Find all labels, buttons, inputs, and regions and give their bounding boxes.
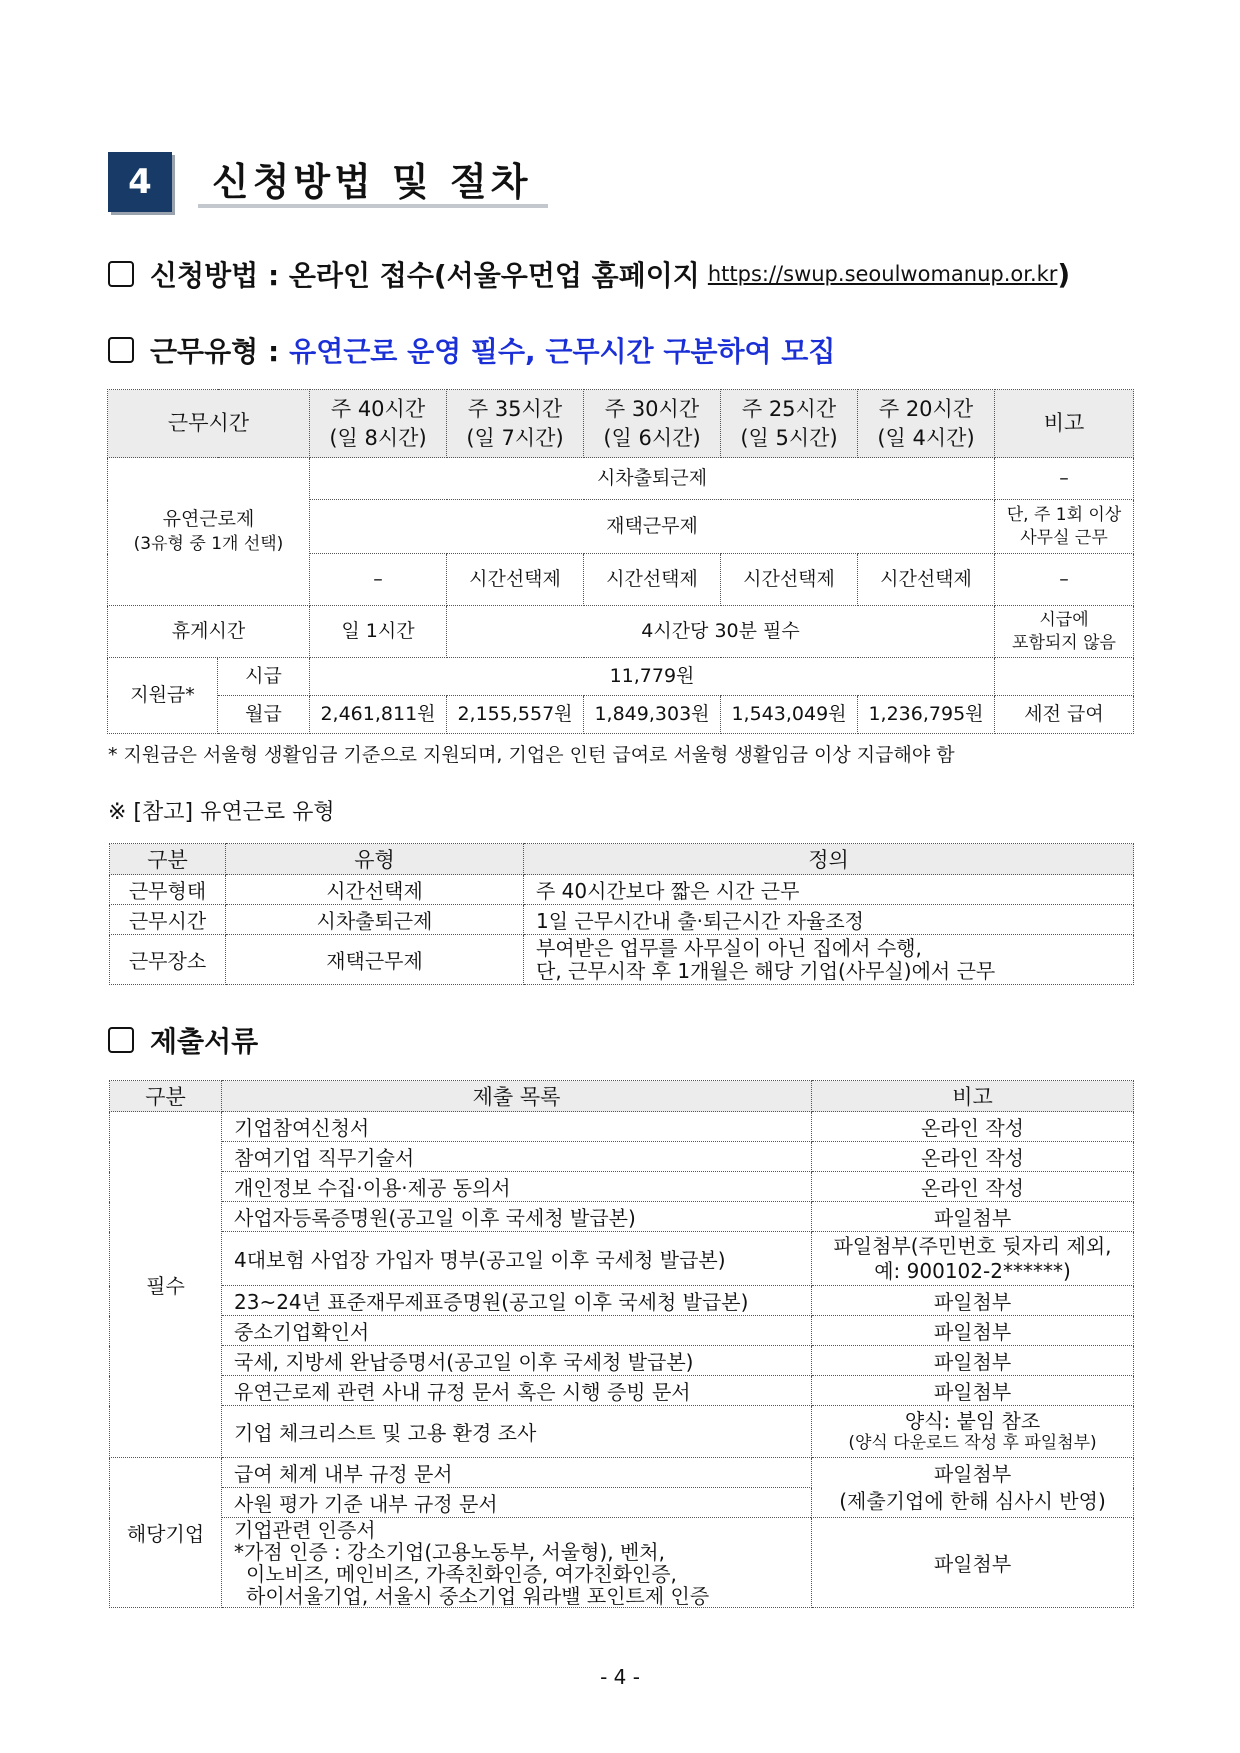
table-header-row: 구분 제출 목록 비고 xyxy=(110,1081,1134,1112)
checkbox-square-icon xyxy=(108,337,134,363)
table-row: 근무장소 재택근무제 부여받은 업무를 사무실이 아닌 집에서 수행, 단, 근무시작 후 1개월은 해당 기업(사무실)에서 근무 xyxy=(110,935,1134,985)
table-row: – 시간선택제 시간선택제 시간선택제 시간선택제 – xyxy=(108,554,1134,606)
table-row: 국세, 지방세 완납증명서(공고일 이후 국세청 발급본) 파일첨부 xyxy=(110,1346,1134,1376)
header-col-35: 주 35시간 (일 7시간) xyxy=(447,390,584,458)
table-header-row xyxy=(108,390,1134,458)
table-row: 근무시간 시차출퇴근제 1일 근무시간내 출·퇴근시간 자율조정 xyxy=(110,905,1134,935)
apply-label: 신청방법 : 온라인 접수(서울우먼업 홈페이지 xyxy=(150,259,700,292)
header-note: 비고 xyxy=(995,390,1134,458)
page-number: - 4 - xyxy=(600,1665,640,1689)
table-row: 휴게시간 일 1시간 4시간당 30분 필수 시급에 포함되지 않음 xyxy=(108,606,1134,658)
apply-heading xyxy=(108,254,1070,294)
flex-label-cell: 유연근로제 (3유형 중 1개 선택) xyxy=(108,458,310,606)
checkbox-square-icon xyxy=(108,261,134,287)
table-row: 4대보험 사업장 가입자 명부(공고일 이후 국세청 발급본) 파일첨부(주민번호 뒷자리 제외, 예: 900102-2******) xyxy=(110,1232,1134,1286)
apply-close: ) xyxy=(1057,257,1071,291)
header-worktime: 근무시간 xyxy=(108,390,310,458)
docs-heading-label: 제출서류 xyxy=(150,1025,259,1058)
worktype-label: 근무유형 : xyxy=(150,335,280,368)
documents-table xyxy=(109,1080,1134,1608)
table-row: 사업자등록증명원(공고일 이후 국세청 발급본) 파일첨부 xyxy=(110,1202,1134,1232)
worktype-highlight: 유연근로 운영 필수, 근무시간 구분하여 모집 xyxy=(289,335,836,368)
table-header-row: 구분 유형 정의 xyxy=(110,844,1134,875)
table-row: 사원 평가 기준 내부 규정 문서 xyxy=(110,1488,1134,1518)
table-row: 근무형태 시간선택제 주 40시간보다 짧은 시간 근무 xyxy=(110,875,1134,905)
table-row: 유연근로제 관련 사내 규정 문서 혹은 시행 증빙 문서 파일첨부 xyxy=(110,1376,1134,1406)
docs-heading xyxy=(108,1020,258,1060)
table-row: 중소기업확인서 파일첨부 xyxy=(110,1316,1134,1346)
required-label: 필수 xyxy=(110,1112,222,1458)
table-row: 유연근로제 (3유형 중 1개 선택) 시차출퇴근제 – xyxy=(108,458,1134,500)
table-row: 필수 기업참여신청서 온라인 작성 xyxy=(110,1112,1134,1142)
header-col-40: 주 40시간 (일 8시간) xyxy=(310,390,447,458)
header-col-25: 주 25시간 (일 5시간) xyxy=(721,390,858,458)
table-row: 기업 체크리스트 및 고용 환경 조사 양식: 붙임 참조 (양식 다운로드 작성 후 파일첨부) xyxy=(110,1406,1134,1458)
support-footnote: * 지원금은 서울형 생활임금 기준으로 지원되며, 기업은 인턴 급여로 서울형 생활임금 이상 지급해야 함 xyxy=(108,744,955,766)
section-number: 4 xyxy=(108,152,172,212)
checkbox-square-icon xyxy=(108,1027,134,1053)
table-row: 기업관련 인증서 *가점 인증 : 강소기업(고용노동부, 서울형), 벤처, 이노비즈, 메인비즈, 가족친화인증, 여가친화인증, 하이서울기업, 서울시 중소기업 워라밸 포인트제 인증 파일첨부 xyxy=(110,1518,1134,1608)
section-title: 신청방법 및 절차 xyxy=(198,152,548,208)
header-col-20: 주 20시간 (일 4시간) xyxy=(858,390,995,458)
flex-type-table xyxy=(109,843,1134,985)
table-row: 지원금* 시급 11,779원 xyxy=(108,658,1134,696)
table-row: 23~24년 표준재무제표증명원(공고일 이후 국세청 발급본) 파일첨부 xyxy=(110,1286,1134,1316)
worktime-table xyxy=(107,389,1134,734)
table-row: 재택근무제 단, 주 1회 이상 사무실 근무 xyxy=(108,500,1134,554)
table-row: 해당기업 급여 체계 내부 규정 문서 파일첨부 (제출기업에 한해 심사시 반영) xyxy=(110,1458,1134,1488)
section-header xyxy=(108,152,548,212)
header-col-30: 주 30시간 (일 6시간) xyxy=(584,390,721,458)
table-row: 월급 2,461,811원 2,155,557원 1,849,303원 1,543,049원 1,236,795원 세전 급여 xyxy=(108,696,1134,734)
worktype-heading xyxy=(108,330,835,370)
table-row: 참여기업 직무기술서 온라인 작성 xyxy=(110,1142,1134,1172)
optional-label: 해당기업 xyxy=(110,1458,222,1608)
reference-title: ※ [참고] 유연근로 유형 xyxy=(108,800,335,825)
table-row: 개인정보 수집·이용·제공 동의서 온라인 작성 xyxy=(110,1172,1134,1202)
apply-url-link[interactable]: https://swup.seoulwomanup.or.kr xyxy=(707,262,1058,286)
